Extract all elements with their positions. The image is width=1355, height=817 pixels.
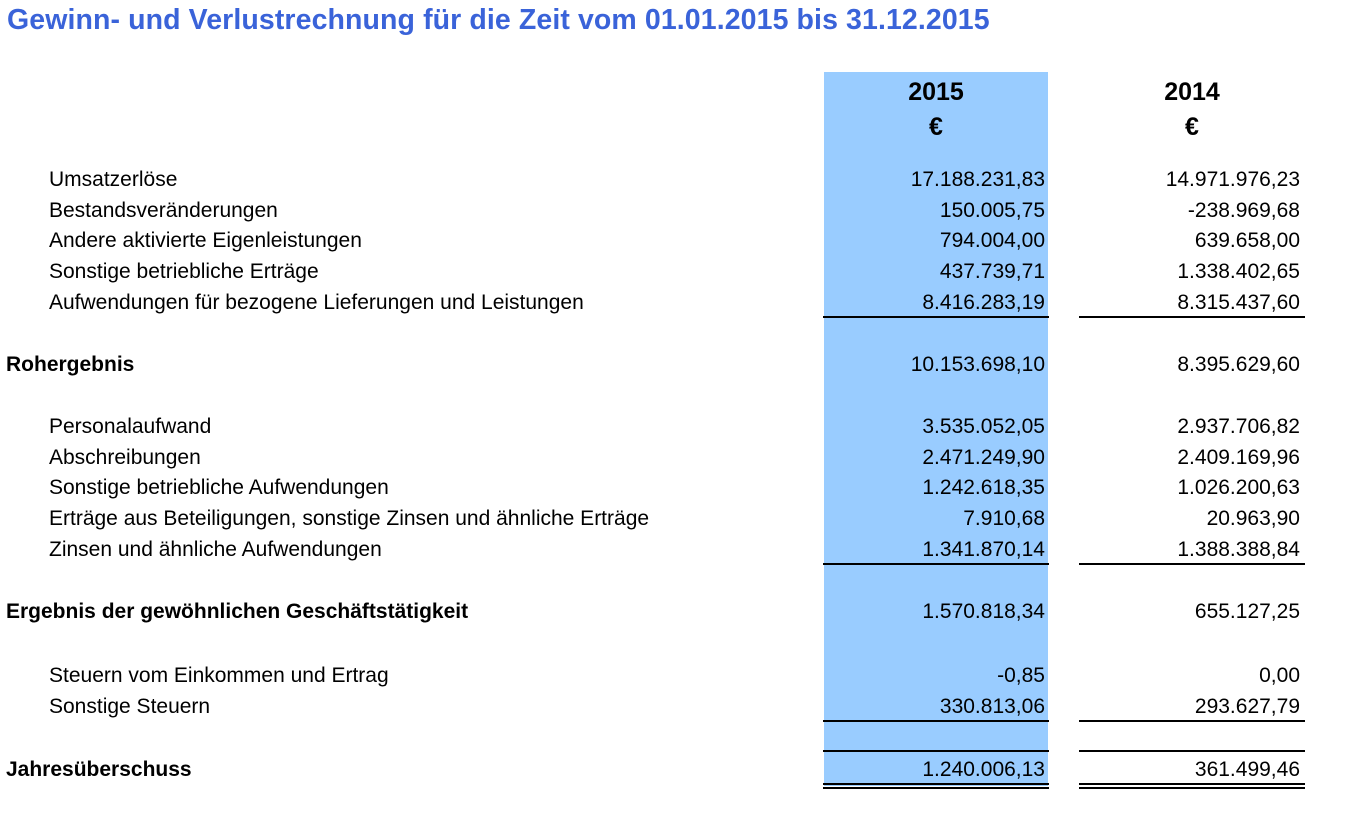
row-label: Personalaufwand <box>49 415 212 438</box>
value-2014: 293.627,79 <box>1194 695 1300 718</box>
total-double-rule-lower-2014 <box>1079 787 1305 789</box>
row-label: Bestandsveränderungen <box>49 199 278 222</box>
value-2015: 794.004,00 <box>939 229 1045 252</box>
row-label: Steuern vom Einkommen und Ertrag <box>49 664 389 687</box>
value-2015: -0,85 <box>997 664 1045 687</box>
value-2015: 10.153.698,10 <box>910 353 1045 376</box>
value-2014: 8.315.437,60 <box>1177 291 1300 314</box>
total-double-rule-upper-2014 <box>1079 783 1305 785</box>
table-row-materialaufwand <box>0 288 1355 318</box>
table-row-personalaufwand <box>0 412 1355 442</box>
value-2015: 437.739,71 <box>939 260 1045 283</box>
column-header-2014-year: 2014 <box>1164 78 1220 106</box>
row-label: Umsatzerlöse <box>49 168 178 191</box>
row-label: Sonstige betriebliche Aufwendungen <box>49 476 389 499</box>
total-double-rule-lower-2015 <box>823 787 1049 789</box>
subtotal-rule-2015 <box>823 720 1049 722</box>
value-2014: -238.969,68 <box>1187 199 1300 222</box>
value-2014: 20.963,90 <box>1206 507 1300 530</box>
column-header-2014-unit: € <box>1185 113 1199 141</box>
value-2014: 2.409.169,96 <box>1177 446 1300 469</box>
value-2014: 0,00 <box>1259 664 1300 687</box>
table-row-sonstige-aufwendungen <box>0 473 1355 503</box>
value-2015: 1.240.006,13 <box>922 758 1045 781</box>
value-2015: 17.188.231,83 <box>910 168 1045 191</box>
value-2014: 14.971.976,23 <box>1165 168 1300 191</box>
subtotal-rule-2014 <box>1079 563 1305 565</box>
value-2015: 1.570.818,34 <box>922 600 1045 623</box>
value-2014: 8.395.629,60 <box>1177 353 1300 376</box>
table-row-sonstige-ertraege <box>0 257 1355 287</box>
row-label: Abschreibungen <box>49 446 201 469</box>
value-2015: 330.813,06 <box>939 695 1045 718</box>
row-label: Sonstige betriebliche Erträge <box>49 260 319 283</box>
value-2014: 1.026.200,63 <box>1177 476 1300 499</box>
value-2015: 150.005,75 <box>939 199 1045 222</box>
table-row-umsatzerloese <box>0 165 1355 195</box>
value-2014: 1.388.388,84 <box>1177 538 1300 561</box>
column-header-2015-unit: € <box>929 113 943 141</box>
value-2014: 2.937.706,82 <box>1177 415 1300 438</box>
table-row-zinsaufwendungen <box>0 535 1355 565</box>
table-row-beteiligungsertraege <box>0 504 1355 534</box>
page-title: Gewinn- und Verlustrechnung für die Zeit vom 01.01.2015 bis 31.12.2015 <box>7 4 990 36</box>
total-top-rule-2014 <box>1079 750 1305 752</box>
value-2015: 3.535.052,05 <box>922 415 1045 438</box>
subtotal-rule-2014 <box>1079 316 1305 318</box>
value-2015: 2.471.249,90 <box>922 446 1045 469</box>
table-row-bestandsveraenderungen <box>0 196 1355 226</box>
row-label: Ergebnis der gewöhnlichen Geschäftstätigkeit <box>6 600 469 623</box>
value-2015: 1.242.618,35 <box>922 476 1045 499</box>
value-2014: 361.499,46 <box>1194 758 1300 781</box>
row-label: Aufwendungen für bezogene Lieferungen und Leistungen <box>49 291 584 314</box>
total-top-rule-2015 <box>823 750 1049 752</box>
table-row-rohergebnis <box>0 350 1355 380</box>
row-label: Rohergebnis <box>6 353 135 376</box>
table-row-ertragsteuern <box>0 661 1355 691</box>
subtotal-rule-2015 <box>823 316 1049 318</box>
value-2015: 8.416.283,19 <box>922 291 1045 314</box>
subtotal-rule-2015 <box>823 563 1049 565</box>
table-row-eigenleistungen <box>0 226 1355 256</box>
row-label: Andere aktivierte Eigenleistungen <box>49 229 362 252</box>
subtotal-rule-2014 <box>1079 720 1305 722</box>
table-row-sonstige-steuern <box>0 692 1355 722</box>
value-2014: 1.338.402,65 <box>1177 260 1300 283</box>
row-label: Sonstige Steuern <box>49 695 211 718</box>
value-2014: 639.658,00 <box>1194 229 1300 252</box>
table-row-ergebnis-geschaeftstaetigkeit <box>0 597 1355 627</box>
value-2015: 7.910,68 <box>963 507 1045 530</box>
value-2015: 1.341.870,14 <box>922 538 1045 561</box>
row-label: Zinsen und ähnliche Aufwendungen <box>49 538 382 561</box>
row-label: Erträge aus Beteiligungen, sonstige Zinsen und ähnliche Erträge <box>49 507 650 530</box>
value-2014: 655.127,25 <box>1194 600 1300 623</box>
table-row-jahresueberschuss <box>0 755 1355 785</box>
row-label: Jahresüberschuss <box>6 758 192 781</box>
column-header-2015-year: 2015 <box>908 78 964 106</box>
total-double-rule-upper-2015 <box>823 783 1049 785</box>
table-row-abschreibungen <box>0 443 1355 473</box>
